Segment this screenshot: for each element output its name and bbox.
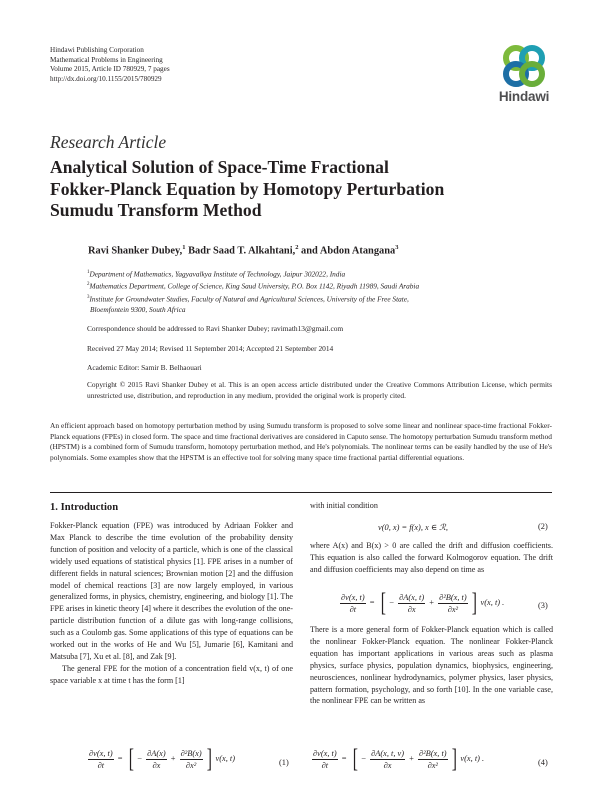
journal-header	[50, 46, 170, 84]
copyright-notice: Copyright © 2015 Ravi Shanker Dubey et al. This is an open access article distributed under the Creative Commons Attribution License, which permits unrestricted use, distribution, and reproduction in any medium, provided the original work is properly cited.	[87, 380, 552, 400]
fraction: $\frac{\partial A(x, t, v)}{\partial x}$	[371, 748, 405, 770]
affiliation-item	[87, 279, 419, 291]
section-divider	[50, 492, 552, 493]
body-text-block	[310, 624, 553, 707]
intro-paragraph: Fokker-Planck equation (FPE) was introduced by Adriaan Fokker and Max Planck to describe the time evolution of the probability density function of position and velocity of a particle, which is one of the classical widely used equations of statistical physics [1]. FPE arises in a number of different fields in natural sciences; Brownian motion [2] and the diffusion model of chemical reactions [3] are now largely employed, in various generalized forms, in physics, chemistry, engineering, and biology [1]. The FPE arises in kinetic theory [4] where it describes the evolution of the one-particle distribution function of a dilute gas with long-range collisions, such as a Coulomb gas. Some applications of this type of equations can be worked out in the works of He and Wu [5], Jumarie [6], Kamitani and Matsuba [7], Xu et al. [8], and Zak [9].	[50, 521, 293, 661]
affil-number: 3	[87, 294, 90, 300]
title-line: Fokker-Planck Equation by Homotopy Perturbation	[50, 178, 445, 199]
fraction: $\frac{\partial A(x, t)}{\partial x}$	[399, 592, 425, 614]
affiliation-item	[87, 267, 419, 279]
equation-3: $\frac{\partial v(x, t)}{\partial t}$ = [ − $\frac{\partial A(x, t)}{\partial x}$ + $\frac{\text{∂²B(x, t)}}{\text{∂x²}}$ ] v(x, t) .	[341, 588, 505, 617]
received-dates: Received 27 May 2014; Revised 11 September 2014; Accepted 21 September 2014	[87, 344, 334, 353]
correspondence: Correspondence should be addressed to Ravi Shanker Dubey; ravimath13@gmail.com	[87, 324, 344, 333]
right-column	[310, 500, 553, 512]
affiliations	[87, 267, 419, 315]
affiliation-continued: Bloemfontein 9300, South Africa	[90, 305, 186, 315]
author-affil-mark: 1	[182, 244, 186, 251]
equation-number: (3)	[538, 601, 548, 610]
logo-wordmark: Hindawi	[498, 89, 550, 104]
equation-number: (4)	[538, 758, 548, 767]
fraction: $\frac{\text{∂²B(x)}}{\text{∂x²}}$	[180, 748, 202, 770]
publisher-name: Hindawi Publishing Corporation	[50, 46, 144, 54]
abstract: An efficient approach based on homotopy perturbation method by using Sumudu transform is proposed to solve some linear and nonlinear space-time fractional Fokker-Planck equations (FPEs) in closed form. The space and time fractional derivatives are considered in Caputo sense. The homotopy perturbation Sumudu transform method (HPSTM) is a combined form of Sumudu transform, homotopy perturbation method, and He's polynomials. The nonlinear terms can be easily handled by the use of He's polynomials. Some examples show that the HPSTM is an effective tool for solving many space time fractional partial differential equations.	[50, 421, 552, 462]
fraction: $\frac{\text{∂²B(x, t)}}{\text{∂x²}}$	[439, 592, 467, 614]
fraction: $\frac{\text{∂²B(x, t)}}{\text{∂x²}}$	[418, 748, 447, 770]
body-text-block	[310, 540, 553, 576]
affil-text: Institute for Groundwater Studies, Faculty of Natural and Agricultural Sciences, University of the Free State,	[89, 294, 409, 304]
author-name: and Abdon Atangana	[298, 245, 396, 257]
volume-info: Volume 2015, Article ID 780929, 7 pages	[50, 65, 170, 74]
title-line: Analytical Solution of Space-Time Fractional	[50, 157, 389, 177]
author-affil-mark: 2	[295, 244, 299, 251]
doi-link[interactable]: http://dx.doi.org/10.1155/2015/780929	[50, 74, 162, 83]
equation-1: $\frac{\partial v(x, t)}{\partial t}$ = [ − $\frac{\partial A(x)}{\partial x}$ + $\frac{\text{∂²B(x)}}{\text{∂x²}}$ ] v(x, t)	[89, 744, 236, 773]
equation-number: (1)	[279, 758, 289, 767]
title-line: Sumudu Transform Method	[50, 200, 262, 220]
author-list	[88, 244, 398, 256]
fraction: $\frac{\partial v(x, t)}{\partial t}$	[89, 748, 113, 770]
equation-2: v(0, x) = f(x), x ∈ ℛ,	[378, 523, 448, 532]
article-type: Research Article	[50, 132, 167, 152]
equation-4: $\frac{\partial v(x, t)}{\partial t}$ = [ − $\frac{\partial A(x, t, v)}{\partial x}$ + $\frac{\text{∂²B(x, t)}}{\text{∂x²}}$ ] v(x, t) .	[313, 744, 485, 773]
affil-number: 1	[87, 270, 90, 275]
paper-title	[50, 157, 510, 222]
body-text: There is a more general form of Fokker-Planck equation which is called the nonlinear Fokker-Planck equation. The nonlinear Fokker-Planck equation has important applications in various areas such as plasma physics, surface physics, population dynamics, biophysics, engineering, neurosciences, nonlinear hydrodynamics, polymer physics, laser physics, pattern formation, psychology, and so forth [10]. In the one variable case, the nonlinear FPE can be written as	[310, 625, 553, 706]
fraction: $\frac{\partial v(x, t)}{\partial t}$	[341, 592, 365, 614]
fraction: $\frac{\partial A(x)}{\partial x}$	[147, 748, 166, 770]
intro-paragraph: The general FPE for the motion of a concentration field v(x, t) of one space variable x at time t has the form [1]	[50, 663, 293, 685]
left-column	[50, 520, 293, 687]
affil-text: Mathematics Department, College of Science, King Saud University, P.O. Box 1142, Riyadh 11989, Saudi Arabia	[89, 281, 420, 291]
hindawi-rings-icon	[498, 44, 550, 90]
equation-number: (2)	[538, 522, 548, 531]
author-name: Ravi Shanker Dubey,	[88, 245, 183, 257]
body-text: where A(x) and B(x) > 0 are called the drift and diffusion coefficients. This equation is also called the forward Kolmogorov equation. The drift and diffusion coefficients may also depend on time as	[310, 541, 553, 574]
hindawi-logo	[494, 44, 554, 108]
author-affil-mark: 3	[395, 244, 399, 251]
fraction: $\frac{\partial v(x, t)}{\partial t}$	[313, 748, 337, 770]
section-heading: 1. Introduction	[50, 502, 119, 513]
body-text: with initial condition	[310, 501, 378, 510]
affil-number: 2	[87, 282, 90, 288]
author-name: Badr Saad T. Alkahtani,	[185, 245, 296, 257]
affiliation-item	[87, 292, 419, 304]
academic-editor: Academic Editor: Samir B. Belhaouari	[87, 363, 202, 372]
journal-name: Mathematical Problems in Engineering	[50, 55, 163, 64]
affil-text: Department of Mathematics, Yagyavalkya Institute of Technology, Jaipur 302022, India	[89, 269, 346, 279]
